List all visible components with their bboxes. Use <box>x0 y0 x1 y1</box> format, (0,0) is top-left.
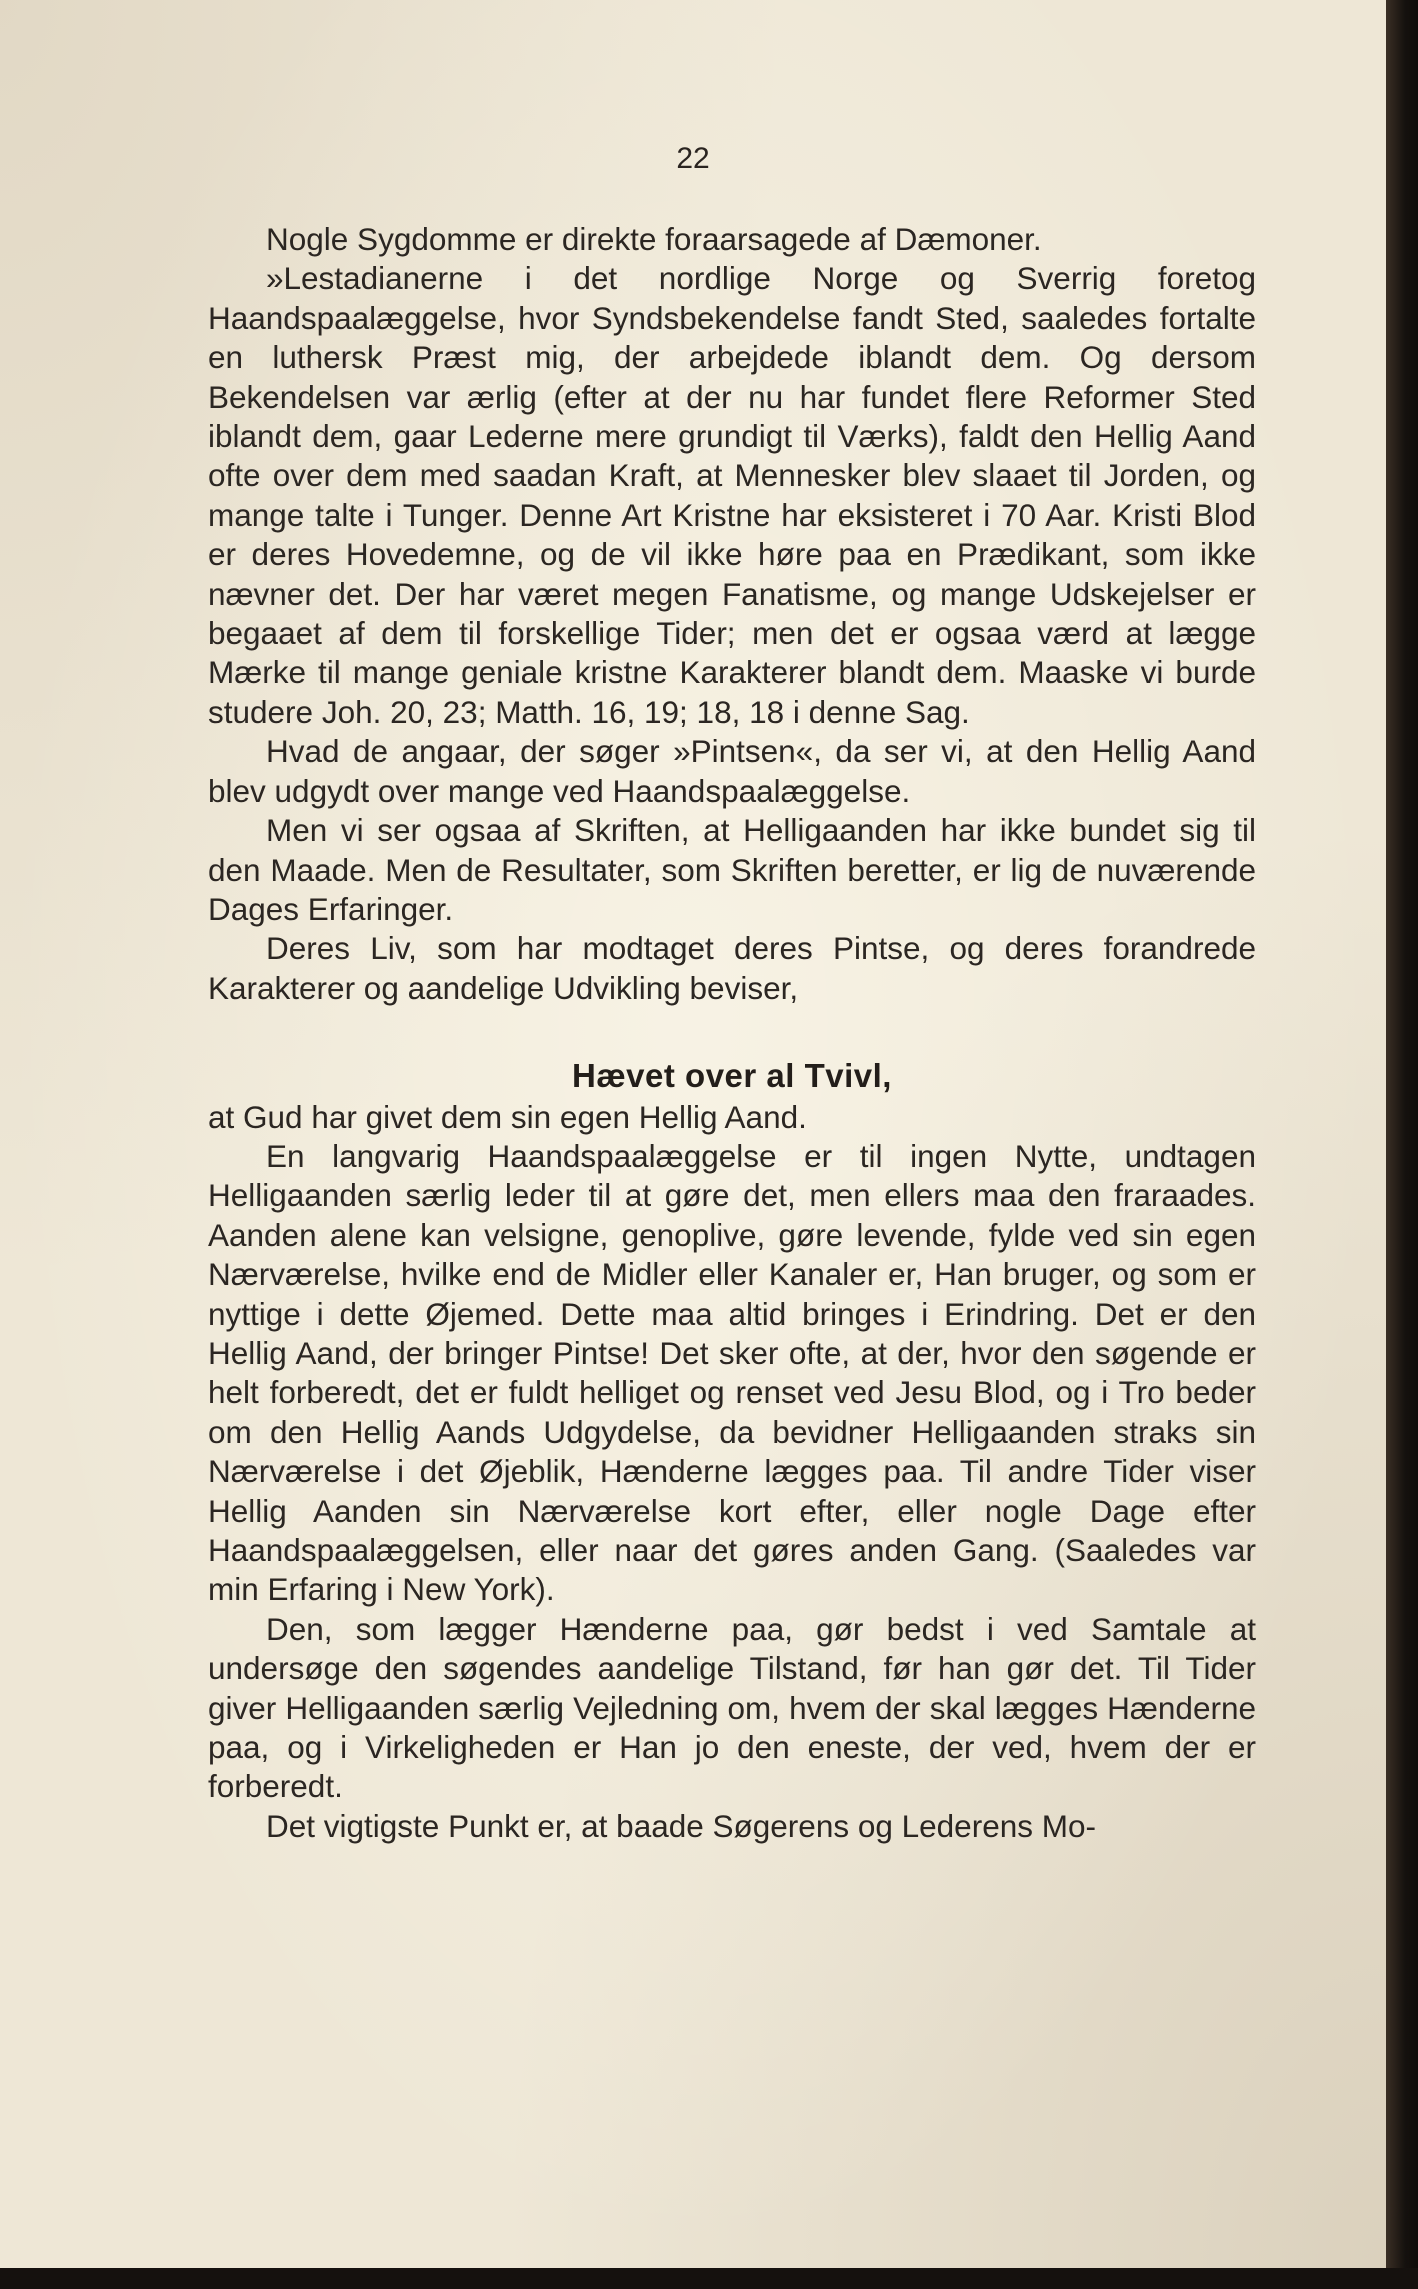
paragraph: Hvad de angaar, der søger »Pintsen«, da ser vi, at den Hellig Aand blev udgydt over mange ved Haandspaalæggelse. <box>208 733 1256 809</box>
paragraph: at Gud har givet dem sin egen Hellig Aand. <box>208 1098 807 1135</box>
paragraph: Deres Liv, som har modtaget deres Pintse, og deres forandrede Karakterer og aandelige Udvikling beviser, <box>208 930 1256 1006</box>
section-heading: Hævet over al Tvivl, <box>572 1057 892 1095</box>
page-edge-shadow <box>1386 0 1418 2289</box>
bottom-edge-shadow <box>0 2268 1418 2289</box>
paragraph: »Lestadianerne i det nordlige Norge og Sverrig foretog Haandspaalæggelse, hvor Syndsbekendelse fandt Sted, saaledes fortalte en luthersk Præst mig, der arbejdede iblandt dem. Og dersom Bekendelsen var ærlig (efter at der nu har fundet flere Reformer Sted iblandt dem, gaar Lederne mere grundigt til Værks), faldt den Hellig Aand ofte over dem med saadan Kraft, at Mennesker blev slaaet til Jorden, og mange talte i Tunger. Denne Art Kristne har eksisteret i 70 Aar. Kristi Blod er deres Hovedemne, og de vil ikke høre paa en Prædikant, som ikke nævner det. Der har været megen Fanatisme, og mange Udskejelser er begaaet af dem til forskellige Tider; men det er ogsaa værd at lægge Mærke til mange geniale kristne Karakterer blandt dem. Maaske vi burde studere Joh. 20, 23; Matth. 16, 19; 18, 18 i denne Sag. <box>208 260 1256 730</box>
paragraph: Den, som lægger Hænderne paa, gør bedst i ved Samtale at undersøge den søgendes aandelige Tilstand, før han gør det. Til Tider giver Helligaanden særlig Vejledning om, hvem der skal lægges Hænderne paa, og i Virkeligheden er Han jo den eneste, der ved, hvem der er forberedt. <box>208 1610 1256 1805</box>
paragraph: En langvarig Haandspaalæggelse er til ingen Nytte, undtagen Helligaanden særlig leder til at gøre det, men ellers maa den fraraades. Aanden alene kan velsigne, genoplive, gøre levende, fylde ved sin egen Nærværelse, hvilke end de Midler eller Kanaler er, Han bruger, og som er nyttige i dette Øjemed. Dette maa altid bringes i Erindring. Det er den Hellig Aand, der bringer Pintse! Det sker ofte, at der, hvor den søgende er helt forberedt, det er fuldt helliget og renset ved Jesu Blod, og i Tro beder om den Hellig Aands Udgydelse, da bevidner Helligaanden straks sin Nærværelse i det Øjeblik, Hænderne lægges paa. Til andre Tider viser Hellig Aanden sin Nærværelse kort efter, eller nogle Dage efter Haandspaalæggelsen, eller naar det gøres anden Gang. (Saaledes var min Erfaring i New York). <box>208 1137 1256 1608</box>
paragraph: Det vigtigste Punkt er, at baade Søgerens og Lederens Mo- <box>266 1807 1096 1844</box>
paragraph: Nogle Sygdomme er direkte foraarsagede af Dæmoner. <box>266 221 1042 257</box>
paragraph: Men vi ser ogsaa af Skriften, at Helligaanden har ikke bundet sig til den Maade. Men de Resultater, som Skriften beretter, er lig de nuværende Dages Erfaringer. <box>208 812 1256 927</box>
page-number: 22 <box>676 142 710 175</box>
body-text <box>208 220 1256 1846</box>
